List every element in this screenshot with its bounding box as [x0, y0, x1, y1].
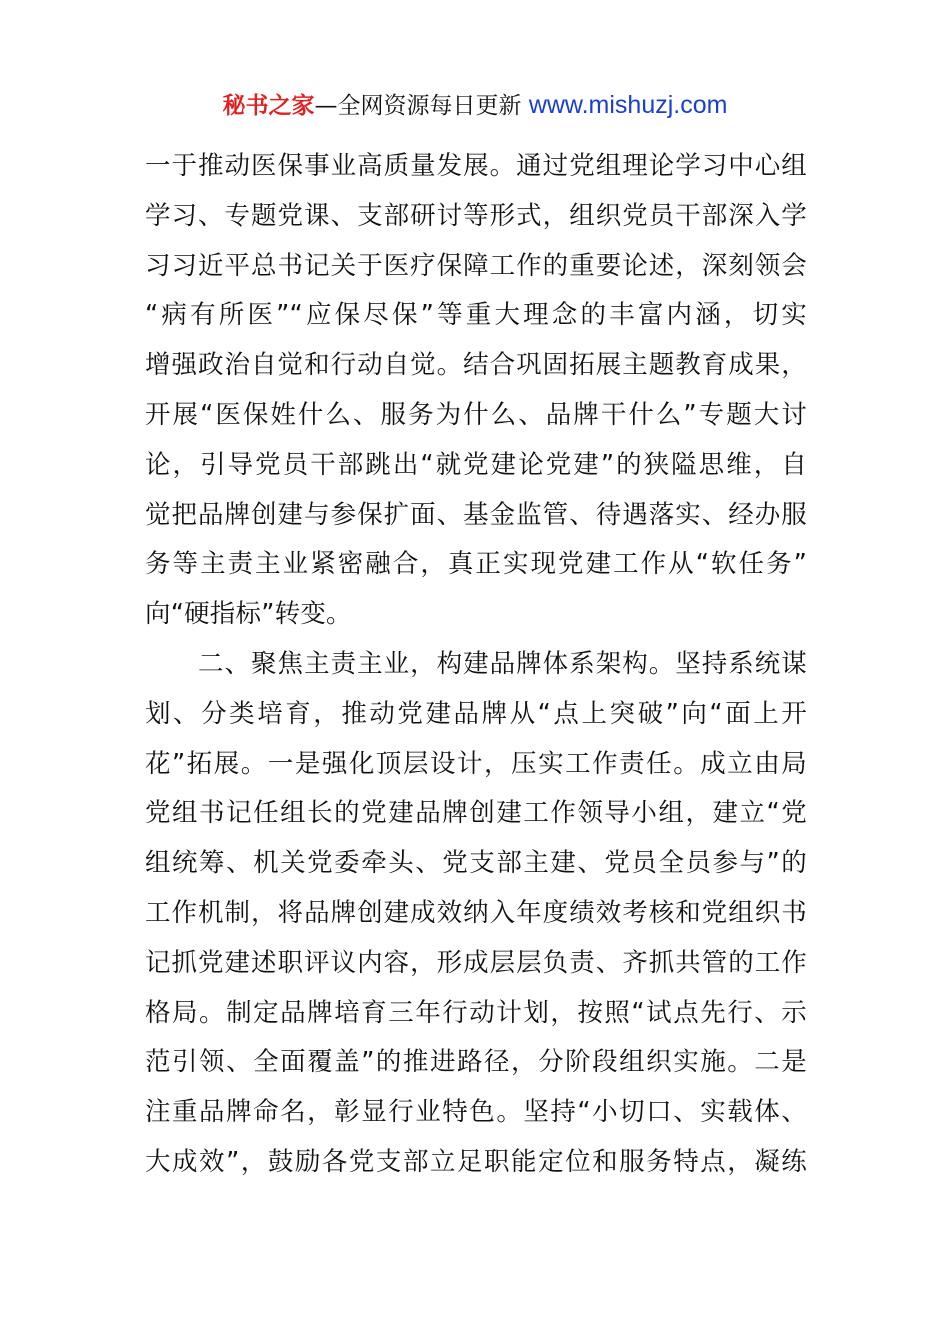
text-line: 习习近平总书记关于医疗保障工作的重要论述，深刻领会	[145, 250, 807, 281]
text-line: 二、聚焦主责主业，构建品牌体系架构。坚持系统谋	[145, 648, 807, 679]
text-line: 花”拓展。一是强化顶层设计，压实工作责任。成立由局	[145, 748, 807, 779]
text-line: 学习、专题党课、支部研讨等形式，组织党员干部深入学	[145, 200, 807, 231]
text-line: 注重品牌命名，彰显行业特色。坚持“小切口、实载体、	[145, 1097, 807, 1128]
text-line: 觉把品牌创建与参保扩面、基金监管、待遇落实、经办服	[145, 499, 807, 530]
text-line: 工作机制，将品牌创建成效纳入年度绩效考核和党组织书	[145, 897, 807, 928]
text-line: 增强政治自觉和行动自觉。结合巩固拓展主题教育成果，	[145, 350, 807, 381]
text-line: “病有所医”“应保尽保”等重大理念的丰富内涵，切实	[145, 300, 807, 331]
text-line: 党组书记任组长的党建品牌创建工作领导小组，建立“党	[145, 798, 807, 829]
site-url-link[interactable]: www.mishuzj.com	[528, 91, 728, 119]
brand-name: 秘书之家	[222, 93, 315, 119]
text-line: 范引领、全面覆盖”的推进路径，分阶段组织实施。二是	[145, 1047, 807, 1078]
text-line: 务等主责主业紧密融合，真正实现党建工作从“软任务”	[145, 549, 807, 580]
text-line: 划、分类培育，推动党建品牌从“点上突破”向“面上开	[145, 698, 807, 729]
header-tagline: —全网资源每日更新	[314, 93, 522, 119]
text-line: 大成效”，鼓励各党支部立足职能定位和服务特点，凝练	[145, 1146, 807, 1177]
text-line: 记抓党建述职评议内容，形成层层负责、齐抓共管的工作	[145, 947, 807, 978]
text-line: 论，引导党员干部跳出“就党建论党建”的狭隘思维，自	[145, 449, 807, 480]
text-line: 向“硬指标”转变。	[145, 599, 352, 630]
text-line: 开展“医保姓什么、服务为什么、品牌干什么”专题大讨	[145, 399, 807, 430]
document-body	[145, 142, 807, 1188]
page-header	[0, 88, 950, 123]
text-line: 格局。制定品牌培育三年行动计划，按照“试点先行、示	[145, 997, 807, 1028]
text-line: 一于推动医保事业高质量发展。通过党组理论学习中心组	[145, 151, 807, 181]
text-line: 组统筹、机关党委牵头、党支部主建、党员全员参与”的	[145, 848, 807, 879]
